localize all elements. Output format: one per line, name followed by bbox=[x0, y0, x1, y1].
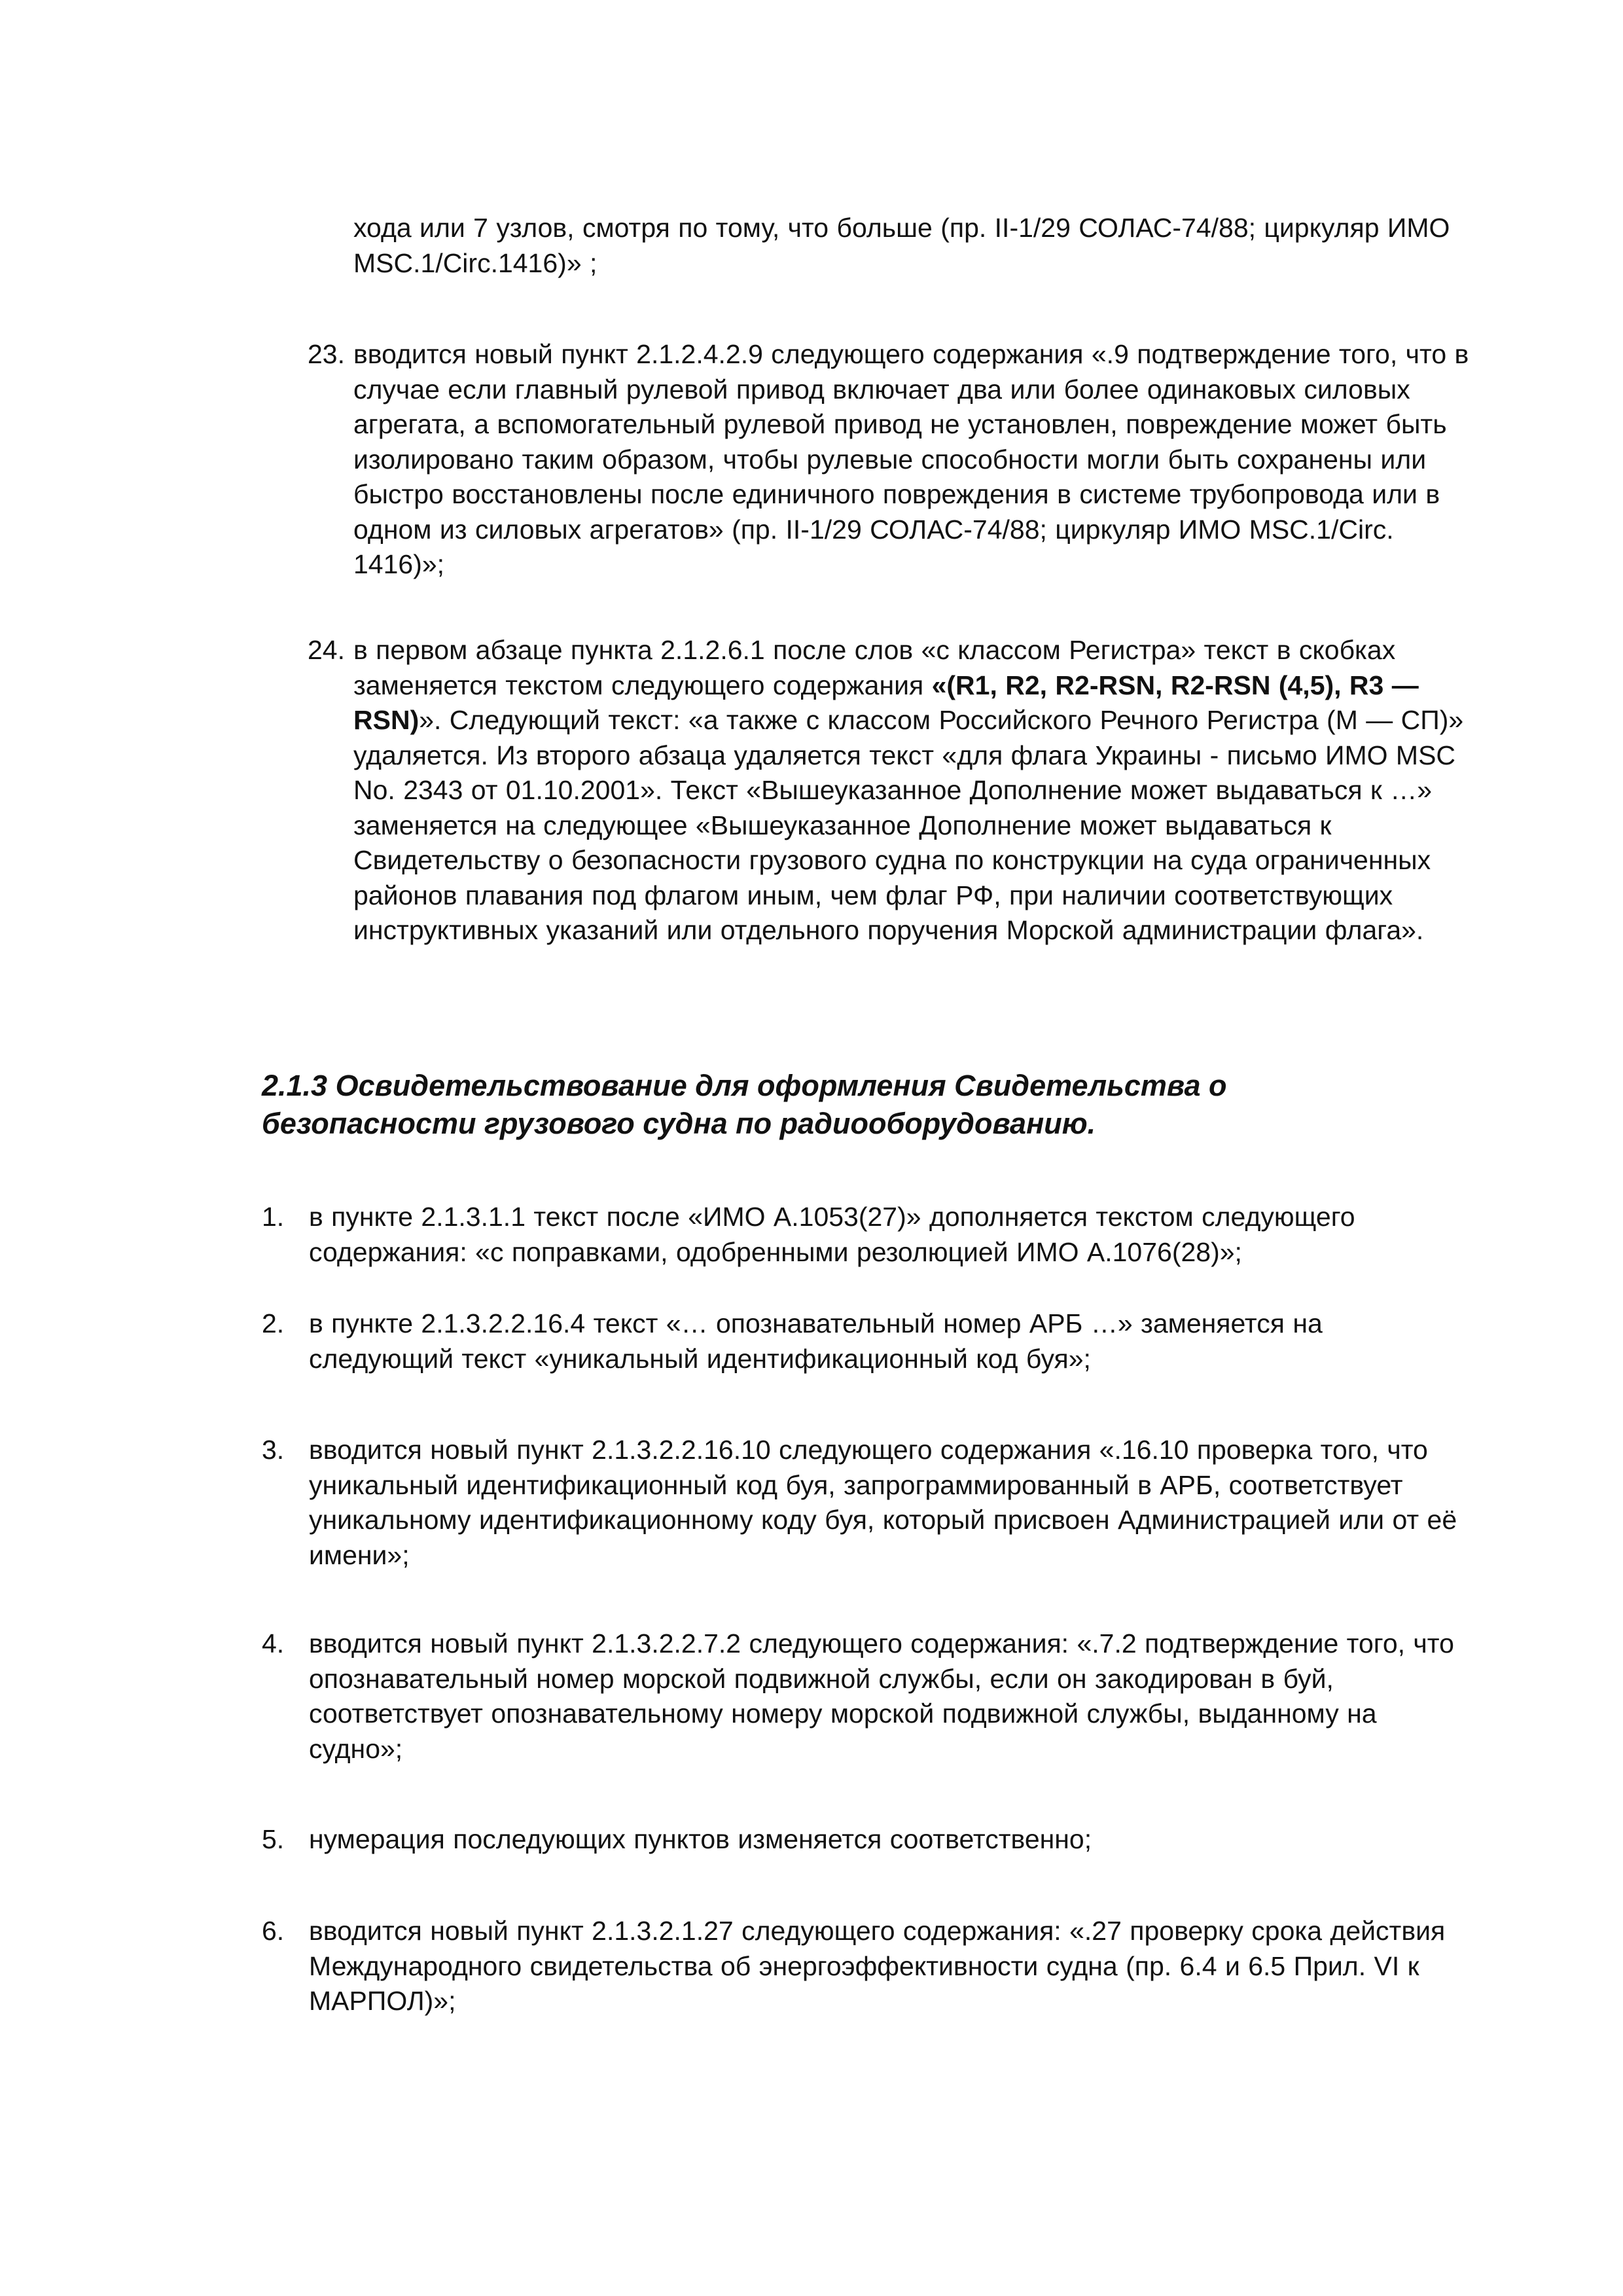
list-item-text-part: ». Следующий текст: «а также с классом Российского Речного Регистра (М — СП)» удаляется. Из второго абзаца удаляется текст «для флага Украины - письмо ИМО MSC No. 2343 от 01.10.2001». Текст «Вышеуказанное Дополнение может выдаваться к …» заменяется на следующее «Вышеуказанное Дополнение может выдаваться к Свидетельству о безопасности грузового судна по конструкции на суда ограниченных районов плавания под флагом иным, чем флаг РФ, при наличии соответствующих инструктивных указаний или отдельного поручения Морской администрации флага». bbox=[353, 705, 1464, 945]
list-item-number: 6. bbox=[262, 1916, 285, 1946]
list-item-number: 23. bbox=[308, 339, 345, 369]
list-item-text bbox=[353, 633, 1472, 948]
list-item-number: 1. bbox=[262, 1202, 285, 1232]
continuation-paragraph: хода или 7 узлов, смотря по тому, что больше (пр. II-1/29 СОЛАС-74/88; циркуляр ИМО MSC.1/Circ.1416)» ; bbox=[353, 213, 1450, 278]
list-item-number: 4. bbox=[262, 1628, 285, 1659]
list-item-text-part: в первом абзаце пункта 2.1.2.6.1 после слов «с классом Регистра» текст в скобках заменяется текстом следующего содержания bbox=[353, 635, 1396, 700]
list-item-number: 2. bbox=[262, 1308, 285, 1338]
list-item-number: 5. bbox=[262, 1824, 285, 1854]
list-item-text: вводится новый пункт 2.1.3.2.1.27 следующего содержания: «.27 проверку срока действия Международного свидетельства об энергоэффективности судна (пр. 6.4 и 6.5 Прил. VI к МАРПОЛ)»; bbox=[309, 1916, 1446, 2016]
list-item-text: в пункте 2.1.3.1.1 текст после «ИМО А.1053(27)» дополняется текстом следующего содержания: «с поправками, одобренными резолюцией ИМО А.1076(28)»; bbox=[309, 1202, 1355, 1267]
list-item-text: нумерация последующих пунктов изменяется соответственно; bbox=[309, 1824, 1092, 1854]
list-item-number: 3. bbox=[262, 1435, 285, 1465]
list-item-text: вводится новый пункт 2.1.3.2.2.16.10 следующего содержания «.16.10 проверка того, что уникальный идентификационный код буя, запрограммированный в АРБ, соответствует уникальному идентификационному коду буя, который присвоен Администрацией или от её имени»; bbox=[309, 1435, 1457, 1570]
list-item-text: вводится новый пункт 2.1.3.2.2.7.2 следующего содержания: «.7.2 подтверждение того, что опознавательный номер морской подвижной службы, если он закодирован в буй, соответствует опознавательному номеру морской подвижной службы, выданному на судно»; bbox=[309, 1628, 1454, 1764]
list-item-text: в пункте 2.1.3.2.2.16.4 текст «… опознавательный номер АРБ …» заменяется на следующий текст «уникальный идентификационный код буя»; bbox=[309, 1308, 1323, 1374]
list-item-text: вводится новый пункт 2.1.2.4.2.9 следующего содержания «.9 подтверждение того, что в случае если главный рулевой привод включает два или более одинаковых силовых агрегата, а вспомогательный рулевой привод не установлен, повреждение может быть изолировано таким образом, чтобы рулевые способности могли быть сохранены или быстро восстановлены после единичного повреждения в системе трубопровода или в одном из силовых агрегатов» (пр. II-1/29 СОЛАС-74/88; циркуляр ИМО MSC.1/Circ. 1416)»; bbox=[353, 339, 1469, 579]
section-heading: 2.1.3 Освидетельствование для оформления Свидетельства о безопасности грузового судна по радиооборудованию. bbox=[262, 1069, 1227, 1140]
list-item-number: 24. bbox=[308, 635, 345, 665]
list-item-bold-text: «(R1, R2, R2-RSN, R2-RSN (4,5), R3 — RSN) bbox=[353, 670, 1419, 735]
